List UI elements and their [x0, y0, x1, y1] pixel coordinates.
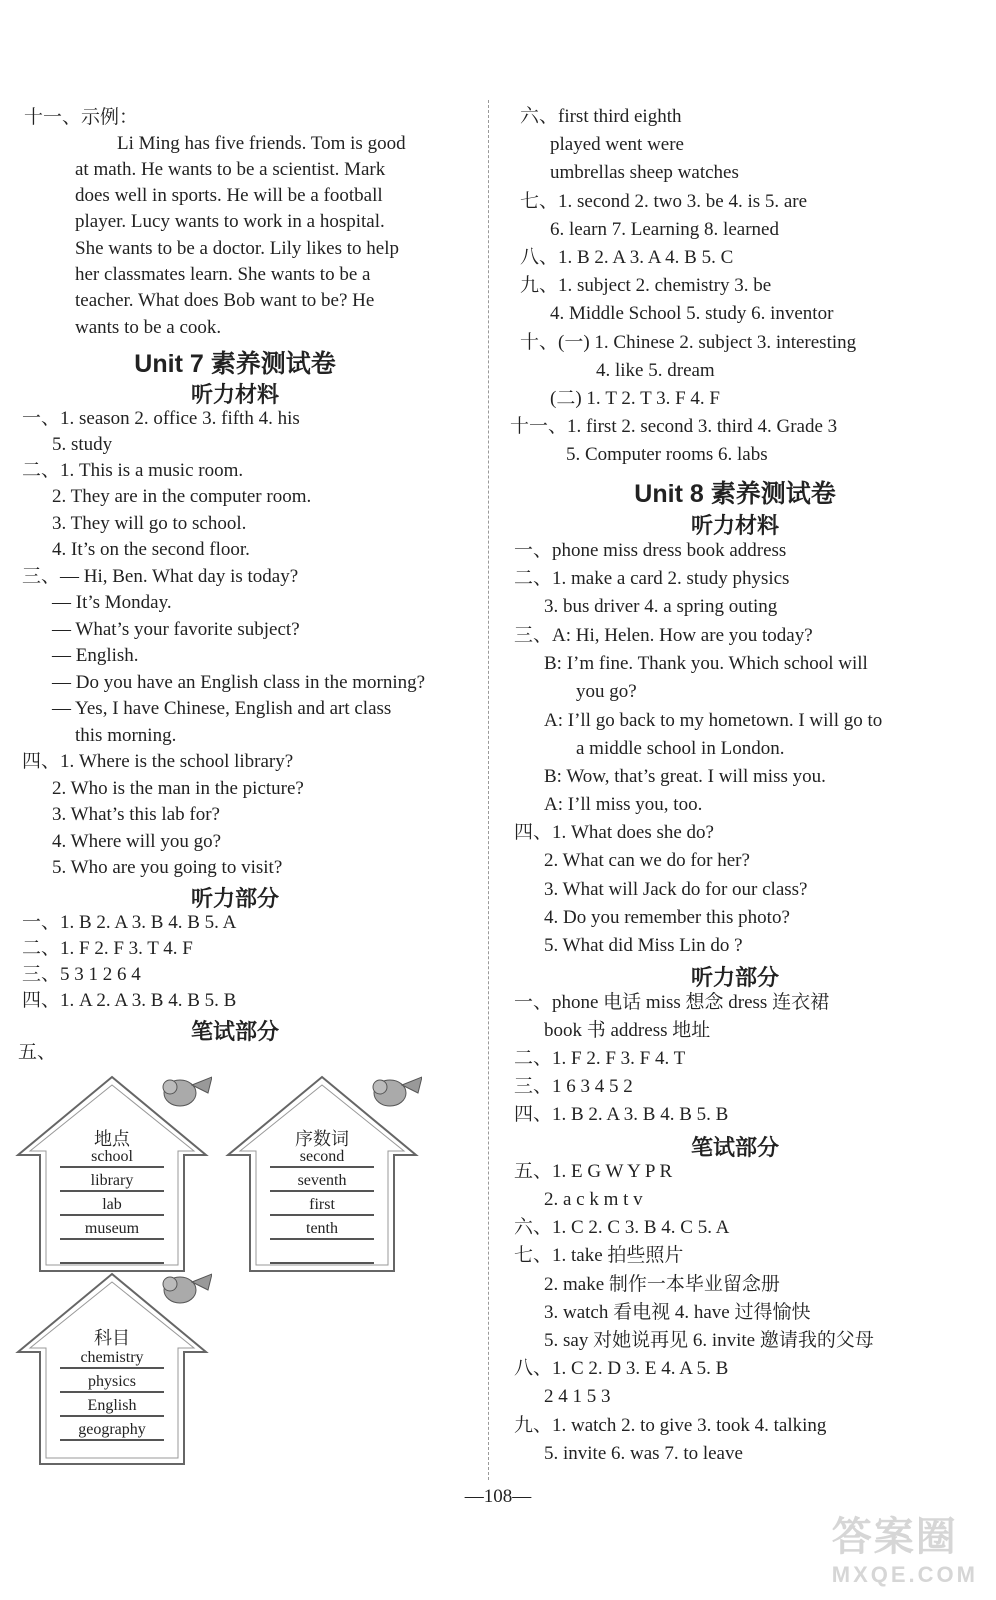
answer-line: 2. a c k m t v — [544, 1189, 643, 1210]
house-word: seventh — [297, 1172, 347, 1189]
answer-line: 2 4 1 5 3 — [544, 1386, 611, 1407]
answer-line: 九、1. watch 2. to give 3. took 4. talking — [514, 1415, 827, 1436]
question-line: 3. What will Jack do for our class? — [544, 879, 808, 900]
section-eleven-heading: 十一、示例： — [24, 107, 139, 128]
unit8-written-part-heading: 笔试部分 — [690, 1135, 779, 1160]
answer-line: 七、1. second 2. two 3. be 4. is 5. are — [520, 191, 808, 212]
dialogue-line: B: I’m fine. Thank you. Which school will — [544, 653, 868, 674]
house-word: library — [90, 1172, 134, 1189]
dialogue-line: 三、A: Hi, Helen. How are you today? — [514, 625, 813, 646]
dialogue-line: — What’s your favorite subject? — [52, 619, 300, 640]
answer-line: 5. Computer rooms 6. labs — [566, 444, 768, 465]
unit7-listening-part-heading: 听力部分 — [190, 886, 279, 911]
dialogue-line: — Do you have an English class in the morning? — [52, 672, 426, 693]
answer-line: 十一、1. first 2. second 3. third 4. Grade 3 — [510, 416, 838, 437]
bird-icon — [163, 1077, 212, 1106]
house-diagram-subject — [12, 1272, 212, 1468]
question-line: 4. Do you remember this photo? — [544, 907, 790, 928]
unit8-listening-part-heading: 听力部分 — [690, 965, 779, 990]
dialogue-line: A: I’ll go back to my hometown. I will go to — [544, 710, 883, 731]
answer-line: 4. It’s on the second floor. — [52, 539, 250, 560]
answer-line: umbrellas sheep watches — [550, 162, 739, 183]
unit7-written-part-heading: 笔试部分 — [190, 1019, 279, 1044]
dialogue-line: a middle school in London. — [576, 738, 785, 759]
dialogue-line: — Yes, I have Chinese, English and art class — [52, 698, 392, 719]
dialogue-line: 三、— Hi, Ben. What day is today? — [22, 566, 299, 587]
house-title: 科目 — [94, 1328, 130, 1349]
answer-line: played went were — [550, 134, 684, 155]
house-word: museum — [84, 1220, 140, 1237]
answer-line: 一、phone miss dress book address — [514, 540, 787, 561]
question-line: 四、1. Where is the school library? — [22, 751, 294, 772]
house-word: tenth — [306, 1220, 338, 1237]
answer-line: 2. They are in the computer room. — [52, 486, 312, 507]
question-line: 5. Who are you going to visit? — [52, 857, 283, 878]
answer-line: 二、1. F 2. F 3. F 4. T — [514, 1048, 686, 1069]
watermark-url: MXQE.COM — [831, 1562, 978, 1587]
answer-line: (二) 1. T 2. T 3. F 4. F — [550, 388, 720, 409]
house-word: physics — [88, 1373, 136, 1390]
house-word: school — [91, 1148, 133, 1165]
house-title: 地点 — [94, 1129, 130, 1150]
answer-line: 3. watch 看电视 4. have 过得愉快 — [544, 1302, 811, 1323]
question-line: 3. What’s this lab for? — [52, 804, 220, 825]
answer-line: 四、1. A 2. A 3. B 4. B 5. B — [22, 990, 237, 1011]
answer-line: 2. make 制作一本毕业留念册 — [544, 1274, 780, 1295]
sample-text-line: does well in sports. He will be a football — [75, 185, 383, 206]
house-word: second — [299, 1148, 345, 1165]
sample-text-line: player. Lucy wants to work in a hospital. — [75, 211, 385, 232]
answer-line: 一、1. season 2. office 3. fifth 4. his — [22, 408, 300, 429]
dialogue-line: A: I’ll miss you, too. — [544, 794, 703, 815]
answer-line: 三、1 6 3 4 5 2 — [514, 1076, 633, 1097]
answer-line: 3. They will go to school. — [52, 513, 247, 534]
section-five-heading: 五、 — [18, 1042, 57, 1063]
answer-line: 3. bus driver 4. a spring outing — [544, 596, 778, 617]
house-word: first — [309, 1196, 335, 1213]
answer-line: 四、1. B 2. A 3. B 4. B 5. B — [514, 1104, 729, 1125]
dialogue-line: B: Wow, that’s great. I will miss you. — [544, 766, 826, 787]
question-line: 2. Who is the man in the picture? — [52, 778, 304, 799]
answer-line: 六、first third eighth — [520, 106, 682, 127]
answer-line: 5. say 对她说再见 6. invite 邀请我的父母 — [544, 1330, 874, 1351]
house-word: English — [87, 1397, 137, 1414]
house-diagram-place — [12, 1075, 212, 1275]
answer-line: 4. like 5. dream — [596, 360, 715, 381]
answer-line: 二、1. make a card 2. study physics — [514, 568, 790, 589]
dialogue-line: you go? — [576, 681, 637, 702]
answer-line: 五、1. E G W Y P R — [514, 1161, 673, 1182]
question-line: 四、1. What does she do? — [514, 822, 714, 843]
house-word: lab — [102, 1196, 122, 1213]
dialogue-line: — English. — [52, 645, 139, 666]
sample-text-line: teacher. What does Bob want to be? He — [75, 290, 375, 311]
dialogue-line: — It’s Monday. — [52, 592, 172, 613]
answer-line: 十、(一) 1. Chinese 2. subject 3. interesting — [520, 332, 857, 353]
sample-text-line: Li Ming has five friends. Tom is good — [117, 133, 406, 154]
unit7-title: Unit 7 素养测试卷 — [134, 350, 336, 378]
answer-line: 一、phone 电话 miss 想念 dress 连衣裙 — [514, 992, 830, 1013]
house-title: 序数词 — [295, 1129, 349, 1150]
watermark-text: 答案圈 — [831, 1515, 958, 1559]
answer-line: 4. Middle School 5. study 6. inventor — [550, 303, 834, 324]
answer-line: 八、1. C 2. D 3. E 4. A 5. B — [514, 1358, 729, 1379]
sample-text-line: wants to be a cook. — [75, 317, 222, 338]
house-diagram-ordinal — [222, 1075, 422, 1275]
question-line: 2. What can we do for her? — [544, 850, 750, 871]
bird-icon — [163, 1274, 212, 1303]
question-line: 5. What did Miss Lin do ? — [544, 935, 743, 956]
watermark-logo — [832, 1505, 978, 1588]
answer-line: 九、1. subject 2. chemistry 3. be — [520, 275, 772, 296]
answer-line: 6. learn 7. Learning 8. learned — [550, 219, 779, 240]
column-divider — [488, 100, 490, 1480]
page-number: —108— — [464, 1486, 532, 1507]
answer-line: 5. study — [52, 434, 113, 455]
house-word: geography — [78, 1421, 146, 1438]
answer-line: 六、1. C 2. C 3. B 4. C 5. A — [514, 1217, 730, 1238]
answer-line: 七、1. take 拍些照片 — [514, 1245, 684, 1266]
sample-text-line: at math. He wants to be a scientist. Mark — [75, 159, 386, 180]
answer-line: 二、1. This is a music room. — [22, 460, 244, 481]
dialogue-line: this morning. — [75, 725, 177, 746]
bird-icon — [373, 1077, 422, 1106]
question-line: 4. Where will you go? — [52, 831, 222, 852]
unit8-listening-materials-heading: 听力材料 — [690, 513, 779, 538]
sample-text-line: She wants to be a doctor. Lily likes to help — [75, 238, 400, 259]
house-word: chemistry — [80, 1349, 144, 1366]
unit8-title: Unit 8 素养测试卷 — [634, 480, 836, 508]
answer-line: 一、1. B 2. A 3. B 4. B 5. A — [22, 912, 237, 933]
unit7-listening-materials-heading: 听力材料 — [190, 382, 279, 407]
answer-line: 5. invite 6. was 7. to leave — [544, 1443, 743, 1464]
answer-line: book 书 address 地址 — [544, 1020, 711, 1041]
answer-line: 二、1. F 2. F 3. T 4. F — [22, 938, 193, 959]
answer-line: 八、1. B 2. A 3. A 4. B 5. C — [520, 247, 734, 268]
sample-text-line: her classmates learn. She wants to be a — [75, 264, 371, 285]
answer-line: 三、5 3 1 2 6 4 — [22, 964, 141, 985]
